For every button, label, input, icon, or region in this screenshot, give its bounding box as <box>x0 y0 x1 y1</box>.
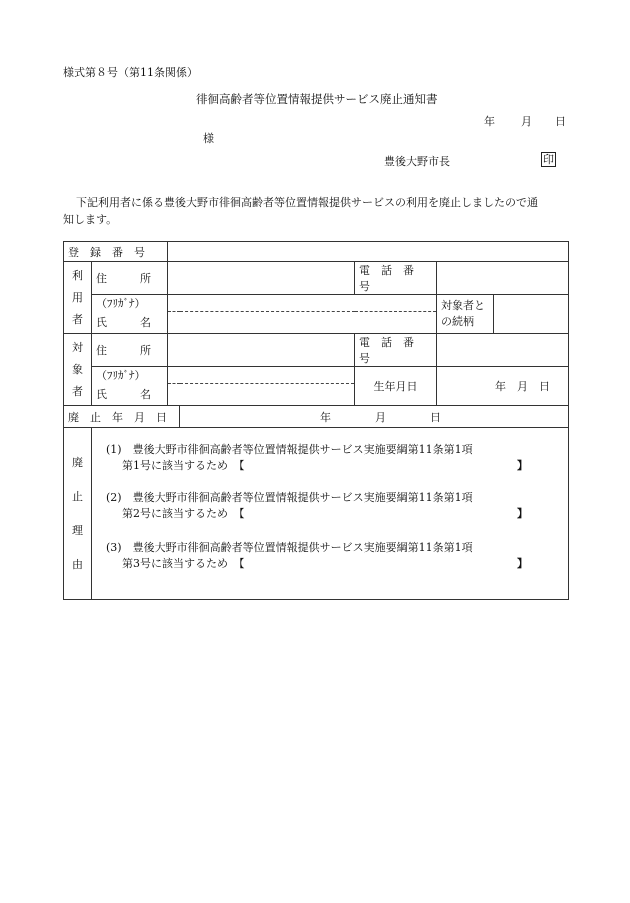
birthdate-label: 生年月日 <box>355 367 437 406</box>
reason-3-close-bracket: 】 <box>517 556 528 570</box>
reason-1-line2[interactable]: 第1号に該当するため 【 <box>122 458 245 472</box>
user-address-value[interactable] <box>168 262 355 295</box>
reason-1-line1[interactable]: (1) 豊後大野市徘徊高齢者等位置情報提供サービス実施要綱第11条第1項 <box>106 442 473 456</box>
reason-2-line2[interactable]: 第2号に該当するため 【 <box>122 506 245 520</box>
body-text-line1: 下記利用者に係る豊後大野市徘徊高齢者等位置情報提供サービスの利用を廃止しましたので通 <box>76 196 538 209</box>
subject-address-value[interactable] <box>168 334 355 367</box>
subject-address-label: 住 所 <box>92 334 168 367</box>
birthdate-value[interactable]: 年 月 日 <box>437 367 569 406</box>
issuer-name: 豊後大野市長 <box>384 155 450 168</box>
subject-phone-value[interactable] <box>437 334 569 367</box>
reason-3-line1[interactable]: (3) 豊後大野市徘徊高齢者等位置情報提供サービス実施要綱第11条第1項 <box>106 540 473 554</box>
reason-2-close-bracket: 】 <box>517 506 528 520</box>
user-phone-label: 電 話 番 号 <box>355 262 437 295</box>
abolition-date-value[interactable]: 年 月 日 <box>180 406 569 428</box>
user-name-label: 氏 名 <box>92 312 168 334</box>
user-name-value[interactable] <box>168 312 437 334</box>
user-phone-value[interactable] <box>437 262 569 295</box>
relation-value[interactable] <box>494 295 569 334</box>
date-month-label: 月 <box>521 115 532 128</box>
reason-1-close-bracket: 】 <box>517 458 528 472</box>
registration-number-label: 登 録 番 号 <box>64 242 168 262</box>
reason-2-line1[interactable]: (2) 豊後大野市徘徊高齢者等位置情報提供サービス実施要綱第11条第1項 <box>106 490 473 504</box>
subject-phone-label: 電 話 番 号 <box>355 334 437 367</box>
relation-label: 対象者と の続柄 <box>437 295 494 334</box>
document-title: 徘徊高齢者等位置情報提供サービス廃止通知書 <box>196 92 438 106</box>
notification-table <box>63 241 569 600</box>
subject-furigana-label: （ﾌﾘｶﾞﾅ） <box>92 367 168 384</box>
subject-name-label: 氏 名 <box>92 384 168 406</box>
abolition-date-label: 廃 止 年 月 日 <box>64 406 180 428</box>
body-text-line2: 知します。 <box>63 213 118 226</box>
reason-options <box>92 428 569 600</box>
subject-section-label: 対 象 者 <box>64 334 92 406</box>
user-furigana-label: （ﾌﾘｶﾞﾅ） <box>92 295 168 312</box>
user-address-label: 住 所 <box>92 262 168 295</box>
subject-name-value[interactable] <box>168 384 355 406</box>
date-day-label: 日 <box>555 115 566 128</box>
seal-mark: 印 <box>543 153 554 166</box>
registration-number-value[interactable] <box>168 242 569 262</box>
addressee-suffix: 様 <box>203 132 214 145</box>
subject-furigana-value[interactable] <box>168 367 355 384</box>
form-number: 様式第８号（第11条関係） <box>63 66 198 79</box>
reason-3-line2[interactable]: 第3号に該当するため 【 <box>122 556 245 570</box>
user-furigana-value[interactable] <box>168 295 437 312</box>
reason-section-label: 廃 止 理 由 <box>64 428 92 600</box>
user-section-label: 利 用 者 <box>64 262 92 334</box>
date-year-label: 年 <box>484 115 495 128</box>
